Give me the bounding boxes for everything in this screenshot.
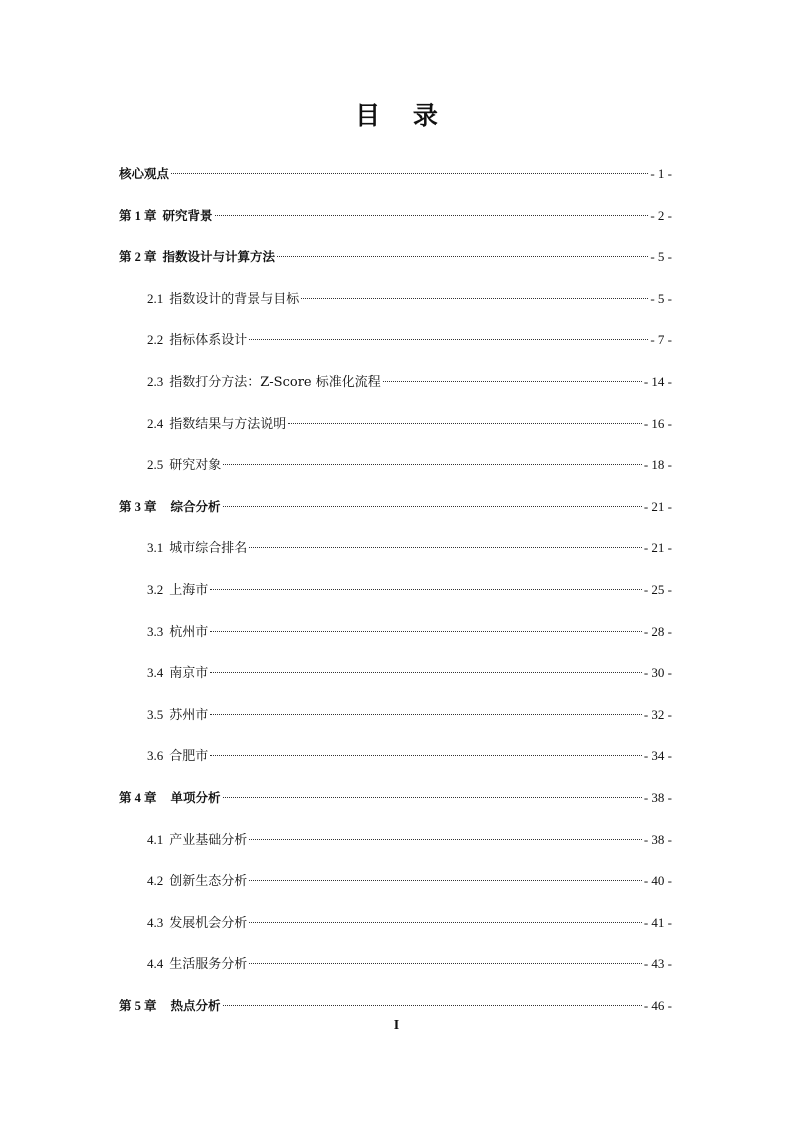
toc-entry-number: 4.3	[147, 914, 164, 930]
toc-section-entry[interactable]	[147, 830, 672, 850]
toc-entry-title: 产业基础分析	[169, 832, 248, 848]
toc-dot-leader	[249, 839, 642, 840]
toc-dot-leader	[249, 922, 642, 923]
toc-entry-page-number: - 40 -	[643, 873, 672, 889]
toc-entry-title: 研究背景	[162, 207, 213, 223]
toc-entry-number: 第 3 章	[119, 499, 157, 514]
toc-entry-title: 发展机会分析	[169, 915, 248, 931]
toc-entry-title: 上海市	[169, 583, 209, 598]
page-number: I	[393, 1018, 400, 1033]
toc-entry-title: 指标体系设计	[169, 333, 248, 349]
toc-dot-leader	[223, 1005, 642, 1006]
toc-dot-leader	[223, 797, 642, 798]
toc-entry-number: 3.2	[147, 582, 164, 597]
toc-chapter-entry[interactable]	[119, 497, 672, 517]
toc-entry-page-number: - 25 -	[643, 582, 672, 597]
toc-entry-page-number: - 38 -	[643, 790, 672, 805]
toc-section-entry[interactable]	[147, 913, 672, 933]
toc-entry-number: 2.5	[147, 457, 164, 473]
toc-section-entry[interactable]	[147, 746, 672, 766]
toc-entry-number: 3.1	[147, 540, 164, 556]
toc-dot-leader	[249, 880, 642, 881]
toc-entry-page-number: - 38 -	[643, 831, 672, 847]
toc-section-entry[interactable]	[147, 455, 672, 475]
toc-entry-title: 指数打分方法：Z-Score 标准化流程	[169, 375, 381, 390]
toc-entry-page-number: - 5 -	[650, 290, 672, 306]
toc-entry-page-number: - 7 -	[650, 332, 672, 348]
toc-entry-title: 杭州市	[169, 624, 209, 640]
toc-entry-title: 核心观点	[119, 166, 170, 181]
toc-dot-leader	[249, 339, 648, 340]
toc-entry-title: 苏州市	[169, 707, 209, 723]
toc-entry-title: 生活服务分析	[169, 957, 248, 973]
toc-chapter-entry[interactable]	[119, 788, 672, 808]
toc-dot-leader	[210, 589, 642, 590]
toc-dot-leader	[223, 506, 642, 507]
toc-entry-page-number: - 43 -	[643, 956, 672, 972]
toc-dot-leader	[210, 631, 642, 632]
toc-section-entry[interactable]	[147, 538, 672, 558]
toc-entry-title: 单项分析	[170, 790, 221, 805]
toc-entry-number: 第 1 章	[119, 208, 157, 223]
toc-section-entry[interactable]	[147, 871, 672, 891]
toc-entry-page-number: - 21 -	[643, 540, 672, 556]
toc-entry-page-number: - 28 -	[643, 623, 672, 639]
toc-dot-leader	[277, 256, 648, 257]
toc-entry-page-number: - 41 -	[643, 914, 672, 930]
toc-entry-number: 第 2 章	[119, 250, 157, 265]
toc-entry-number: 3.3	[147, 623, 164, 639]
toc-section-entry[interactable]	[147, 289, 672, 309]
toc-entry-page-number: - 5 -	[650, 249, 672, 265]
toc-entry-title: 指数设计与计算方法	[162, 249, 276, 265]
toc-dot-leader	[171, 173, 648, 174]
toc-section-entry[interactable]	[147, 330, 672, 350]
toc-entry-page-number: - 34 -	[643, 748, 672, 764]
toc-section-entry[interactable]	[147, 663, 672, 683]
toc-entry-title: 研究对象	[169, 458, 222, 474]
toc-entry-number: 3.4	[147, 665, 164, 681]
toc-section-entry[interactable]	[147, 705, 672, 725]
toc-entry-page-number: - 32 -	[643, 706, 672, 722]
toc-dot-leader	[210, 714, 642, 715]
toc-entry-number: 4.2	[147, 873, 164, 889]
toc-section-entry[interactable]	[147, 372, 672, 392]
toc-entry-title: 指数设计的背景与目标	[169, 291, 300, 307]
toc-entry-number: 4.1	[147, 831, 164, 847]
toc-entry-number: 2.4	[147, 415, 164, 431]
toc-entry-number: 2.1	[147, 290, 164, 306]
toc-entry-page-number: - 16 -	[643, 415, 672, 431]
toc-entry-number: 第 4 章	[119, 791, 157, 805]
toc-dot-leader	[223, 464, 642, 465]
toc-chapter-entry[interactable]	[119, 206, 672, 226]
toc-entry-title: 热点分析	[170, 998, 221, 1013]
toc-entry-title: 合肥市	[169, 749, 209, 765]
toc-entry-number: 4.4	[147, 956, 164, 972]
page-title: 目 录	[355, 101, 450, 130]
toc-entry-page-number: - 46 -	[643, 998, 672, 1013]
toc-dot-leader	[249, 963, 642, 964]
toc-entry-number: 3.6	[147, 748, 164, 764]
toc-entry-number: 3.5	[147, 706, 164, 722]
toc-entry-number: 第 5 章	[119, 999, 157, 1013]
toc-dot-leader	[249, 547, 642, 548]
toc-entry-number: 2.2	[147, 332, 164, 348]
toc-entry-title: 指数结果与方法说明	[169, 416, 287, 432]
toc-entry-page-number: - 14 -	[643, 374, 672, 389]
toc-dot-leader	[288, 423, 642, 424]
toc-entry-page-number: - 30 -	[643, 665, 672, 681]
toc-section-entry[interactable]	[147, 580, 672, 600]
toc-dot-leader	[210, 672, 642, 673]
toc-entry-title: 综合分析	[170, 498, 221, 514]
toc-dot-leader	[301, 298, 648, 299]
toc-section-entry[interactable]	[147, 954, 672, 974]
toc-section-entry[interactable]	[147, 622, 672, 642]
toc-entry-title: 城市综合排名	[169, 541, 248, 557]
toc-dot-leader	[215, 215, 649, 216]
toc-chapter-entry[interactable]	[119, 164, 672, 184]
toc-entry-number: 2.3	[147, 374, 164, 389]
toc-entry-title: 创新生态分析	[169, 874, 248, 890]
toc-dot-leader	[210, 755, 642, 756]
toc-entry-title: 南京市	[169, 666, 209, 682]
toc-entry-page-number: - 2 -	[650, 207, 672, 223]
toc-dot-leader	[383, 381, 642, 382]
toc-entry-page-number: - 18 -	[643, 457, 672, 473]
toc-section-entry[interactable]	[147, 414, 672, 434]
toc-chapter-entry[interactable]	[119, 247, 672, 267]
toc-entry-page-number: - 21 -	[643, 498, 672, 514]
toc-chapter-entry[interactable]	[119, 996, 672, 1016]
toc-entry-page-number: - 1 -	[650, 166, 672, 181]
